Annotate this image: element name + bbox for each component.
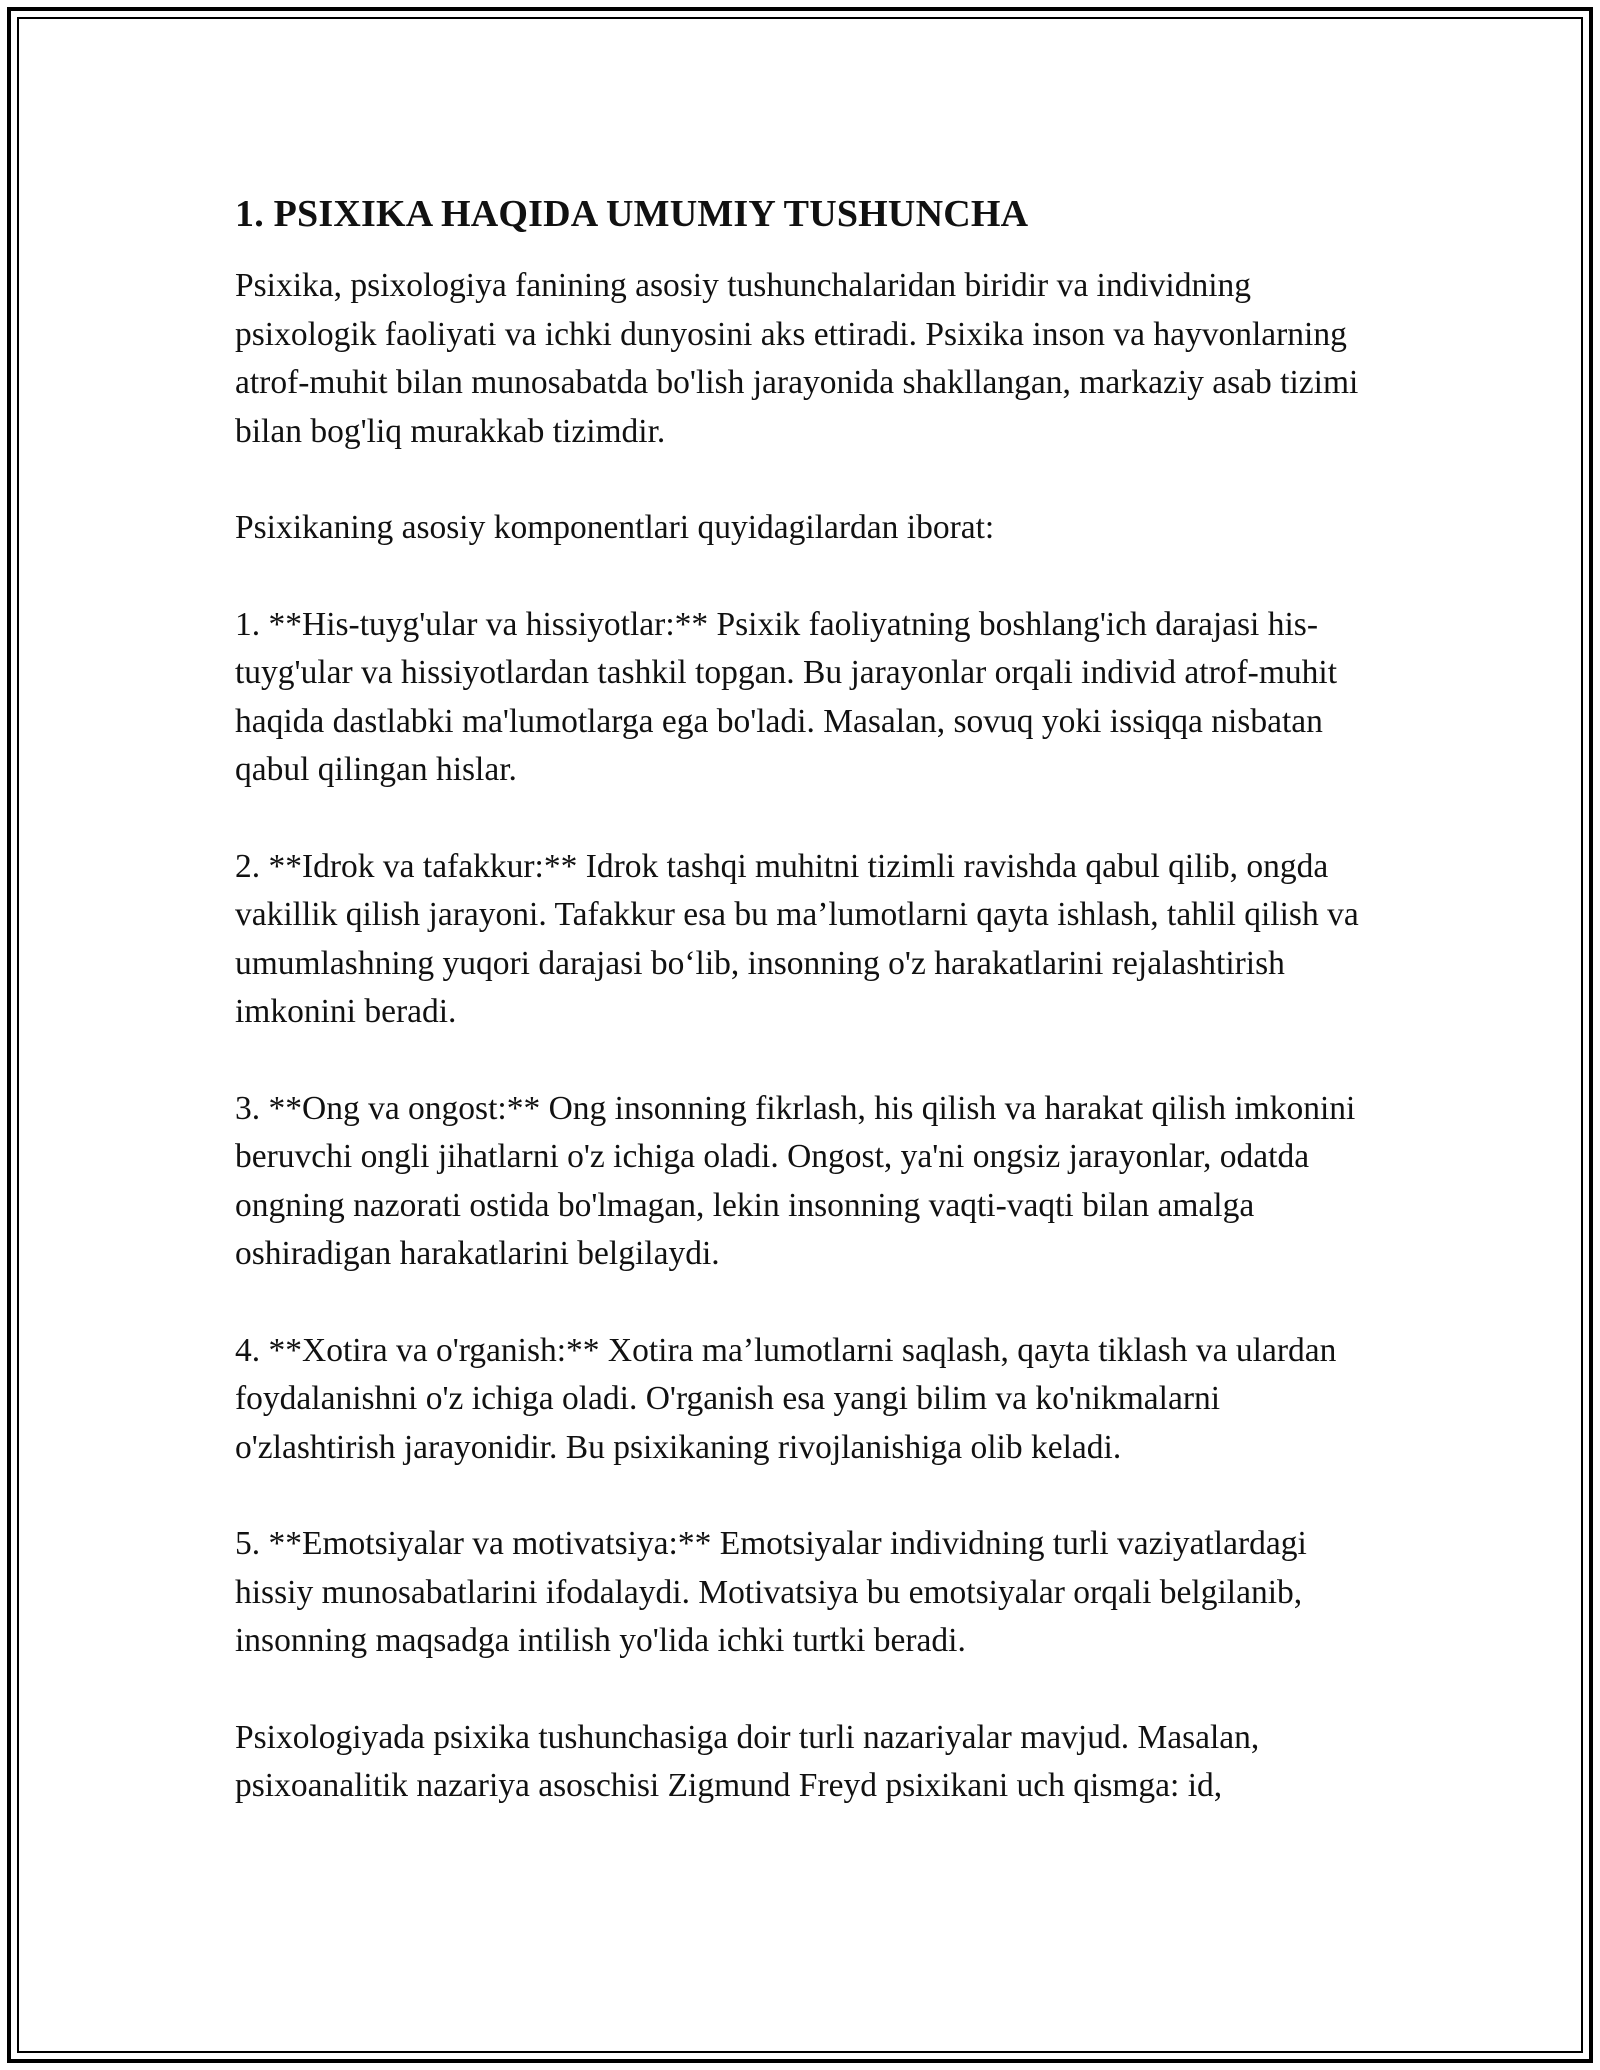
section-heading: 1. PSIXIKA HAQIDA UMUMIY TUSHUNCHA [235, 193, 1029, 235]
document-body [235, 186, 1370, 1859]
list-item-xotira-organish: 4. **Xotira va o'rganish:** Xotira ma’lumotlarni saqlash, qayta tiklash va ulardan foydalanishni o'z ichiga oladi. O'rganish esa yangi bilim va ko'nikmalarni o'zlashtirish jarayonidir. Bu psixikaning rivojlanishiga olib keladi. [235, 1331, 1337, 1466]
paragraph-intro: Psixika, psixologiya fanining asosiy tushunchalaridan biridir va individning psixologik faoliyati va ichki dunyosini aks ettiradi. Psixika inson va hayvonlarning atrof-muhit bilan munosabatda bo'lish jarayonida shakllangan, markaziy asab tizimi bilan bog'liq murakkab tizimdir. [235, 267, 1359, 450]
list-item-emotsiyalar-motivatsiya: 5. **Emotsiyalar va motivatsiya:** Emotsiyalar individning turli vaziyatlardagi hissiy munosabatlarini ifodalaydi. Motivatsiya bu emotsiyalar orqali belgilanib, insonning maqsadga intilish yo'lida ichki turtki beradi. [235, 1525, 1307, 1659]
list-item-his-tuygular: 1. **His-tuyg'ular va hissiyotlar:** Psixik faoliyatning boshlang'ich darajasi his-tuyg'ular va hissiyotlardan tashkil topgan. Bu jarayonlar orqali individ atrof-muhit haqida dastlabki ma'lumotlarga ega bo'ladi. Masalan, sovuq yoki issiqqa nisbatan qabul qilingan hislar. [235, 605, 1337, 788]
paragraph-components-lead: Psixikaning asosiy komponentlari quyidagilardan iborat: [235, 509, 995, 546]
list-item-idrok-tafakkur: 2. **Idrok va tafakkur:** Idrok tashqi muhitni tizimli ravishda qabul qilib, ongda vakillik qilish jarayoni. Tafakkur esa bu ma’lumotlarni qayta ishlash, tahlil qilish va umumlashning yuqori darajasi bo‘lib, insonning o'z harakatlarini rejalashtirish imkonini beradi. [235, 847, 1359, 1030]
paragraph-theories: Psixologiyada psixika tushunchasiga doir turli nazariyalar mavjud. Masalan, psixoanalitik nazariya asoschisi Zigmund Freyd psixikani uch qismga: id, [235, 1718, 1260, 1804]
list-item-ong-ongost: 3. **Ong va ongost:** Ong insonning fikrlash, his qilish va harakat qilish imkonini beruvchi ongli jihatlarni o'z ichiga oladi. Ongost, ya'ni ongsiz jarayonlar, odatda ongning nazorati ostida bo'lmagan, lekin insonning vaqti-vaqti bilan amalga oshiradigan harakatlarini belgilaydi. [235, 1089, 1356, 1272]
